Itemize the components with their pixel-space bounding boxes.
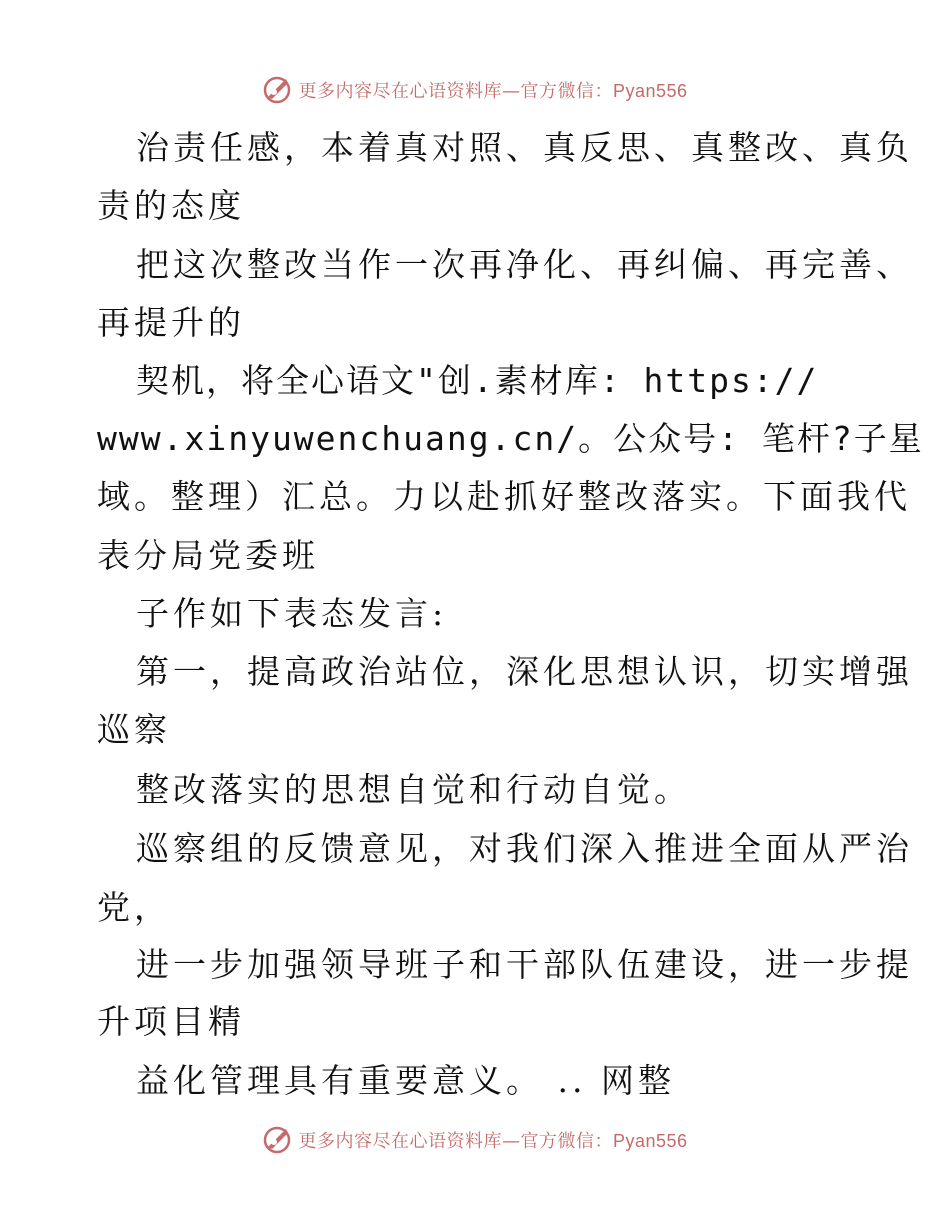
body-line-10: 第一，提高政治站位，深化思想认识，切实增强: [136, 652, 913, 691]
pen-nib-logo-icon: [262, 1125, 292, 1155]
body-line-11: 巡察: [97, 710, 171, 749]
banner-site-text: 更多内容尽在心语资料库: [298, 1131, 502, 1152]
body-line-7: 域。整理）汇总。力以赴抓好整改落实。下面我代: [97, 477, 911, 516]
body-line-2: 责的态度: [97, 186, 245, 225]
body-line-14: 党，: [97, 888, 171, 927]
body-line-16: 升项目精: [97, 1002, 245, 1041]
body-line-1: 治责任感，本着真对照、真反思、真整改、真负: [136, 128, 913, 167]
body-line-3: 把这次整改当作一次再净化、再纠偏、再完善、: [136, 245, 913, 284]
banner-wechat-label: 官方微信：: [520, 81, 613, 102]
body-line-13: 巡察组的反馈意见，对我们深入推进全面从严治: [136, 829, 913, 868]
body-line-5: 契机，将全心语文"创.素材库: https://: [136, 361, 819, 400]
body-line-4: 再提升的: [97, 303, 245, 342]
banner-wechat-id: Pyan556: [612, 1131, 688, 1151]
banner-wechat-label: 官方微信：: [520, 1131, 613, 1152]
banner-separator: —: [501, 1131, 521, 1152]
body-line-8: 表分局党委班: [97, 536, 319, 575]
body-line-17: 益化管理具有重要意义。 .. 网整: [136, 1061, 675, 1100]
banner-message: [298, 1127, 687, 1153]
body-line-9: 子作如下表态发言:: [136, 594, 448, 633]
banner-wechat-id: Pyan556: [612, 81, 688, 101]
body-line-15: 进一步加强领导班子和干部队伍建设，进一步提: [136, 945, 913, 984]
banner-separator: —: [501, 81, 521, 102]
banner-site-text: 更多内容尽在心语资料库: [298, 81, 502, 102]
footer-banner: [0, 1120, 950, 1160]
body-line-6: www.xinyuwenchuang.cn/。公众号: 笔杆?子星: [97, 419, 924, 458]
body-line-12: 整改落实的思想自觉和行动自觉。: [136, 770, 691, 809]
